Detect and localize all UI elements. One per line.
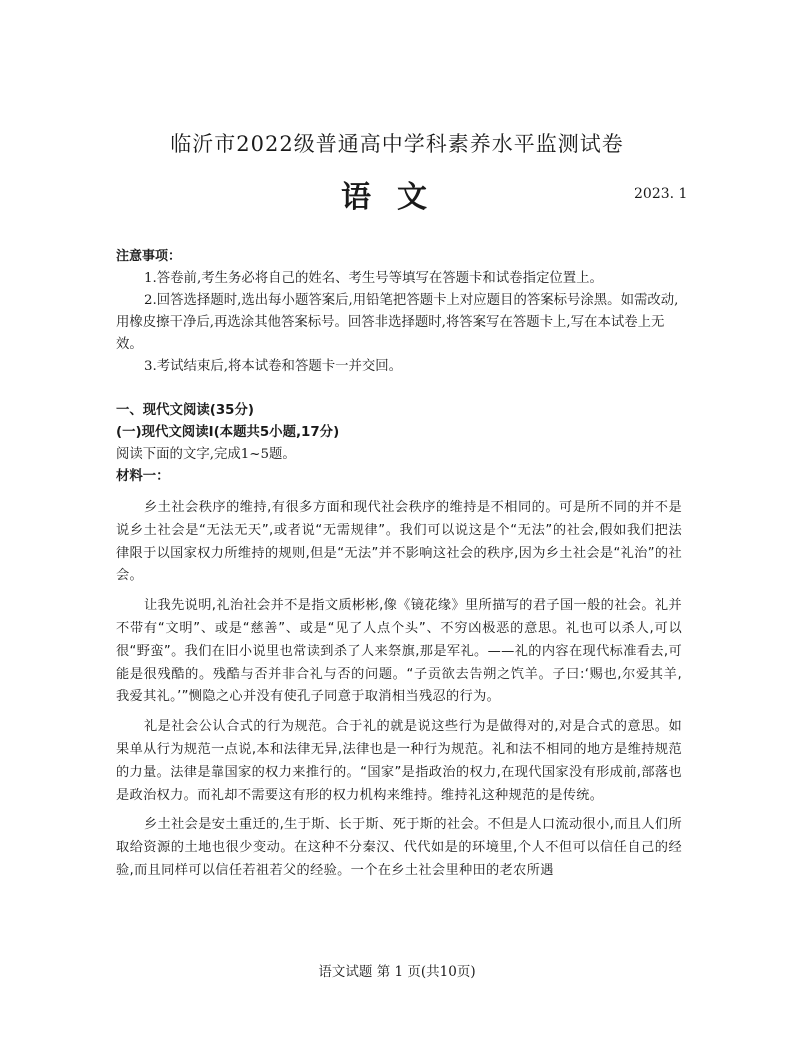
exam-date: 2023. 1: [634, 186, 688, 202]
note-item: 1.答卷前,考生务必将自己的姓名、考生号等填写在答题卡和试卷指定位置上。: [144, 271, 603, 286]
article-paragraph: 礼是社会公认合式的行为规范。合于礼的就是说这些行为是做得对的,对是合式的意思。如果单从行为规范一点说,本和法律无异,法律也是一种行为规范。礼和法不相同的地方是维持规范的力量。法律是靠国家的权力来推行的。“国家”是指政治的权力,在现代国家没有形成前,部落也是政治权力。而礼却不需要这有形的权力机构来维持。维持礼这种规范的是传统。: [116, 719, 682, 803]
section-heading: 一、现代文阅读(35分): [116, 403, 254, 418]
note-item: 2.回答选择题时,选出每小题答案后,用铅笔把答题卡上对应题目的答案标号涂黑。如需改动,用橡皮擦干净后,再选涂其他答案标号。回答非选择题时,将答案写在答题卡上,写在本试卷上无效。: [116, 293, 679, 352]
article-text: [116, 497, 682, 890]
exam-title: 临沂市2022级普通高中学科素养水平监测试卷: [170, 132, 624, 156]
section-block: [116, 400, 682, 488]
material-label: 材料一：: [116, 469, 170, 484]
section-subheading: (一)现代文阅读Ⅰ(本题共5小题,17分): [116, 425, 340, 440]
notes-heading: 注意事项：: [116, 249, 182, 264]
page-footer: 语文试题 第 1 页(共10页): [318, 964, 476, 980]
article-paragraph: 让我先说明,礼治社会并不是指文质彬彬,像《镜花缘》里所描写的君子国一般的社会。礼并不带有“文明”、或是“慈善”、或是“见了人点个头”、不穷凶极恶的意思。礼也可以杀人,可以很“野蛮”。我们在旧小说里也常读到杀了人来祭旗,那是军礼。——礼的内容在现代标准看去,可能是很残酷的。残酷与否并非合礼与否的问题。“子贡欲去告朔之饩羊。子曰:‘赐也,尔爱其羊,我爱其礼。’”恻隐之心并没有使孔子同意于取消相当残忍的行为。: [116, 598, 682, 705]
article-paragraph: 乡土社会秩序的维持,有很多方面和现代社会秩序的维持是不相同的。可是所不同的并不是说乡土社会是“无法无天”,或者说“无需规律”。我们可以说这是个“无法”的社会,假如我们把法律限于以国家权力所维持的规则,但是“无法”并不影响这社会的秩序,因为乡土社会是“礼治”的社会。: [116, 500, 682, 584]
section-instruction: 阅读下面的文字,完成1~5题。: [116, 447, 296, 462]
note-item: 3.考试结束后,将本试卷和答题卡一并交回。: [144, 359, 403, 374]
subject-title: 语文: [341, 180, 453, 215]
article-paragraph: 乡土社会是安土重迁的,生于斯、长于斯、死于斯的社会。不但是人口流动很小,而且人们所取给资源的土地也很少变动。在这种不分秦汉、代代如是的环境里,个人不但可以信任自己的经验,而且同样可以信任若祖若父的经验。一个在乡土社会里种田的老农所遇: [116, 817, 682, 878]
notes-block: [116, 246, 682, 378]
